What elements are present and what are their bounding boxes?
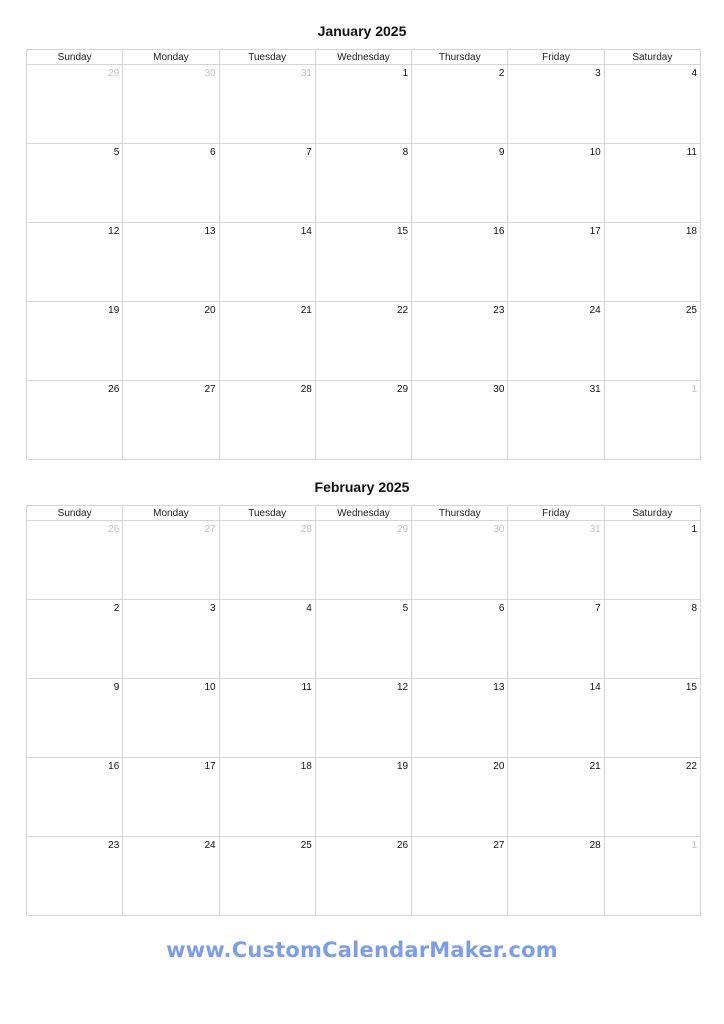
day-cell[interactable] (412, 223, 508, 302)
day-cell-other-month[interactable] (123, 521, 219, 600)
day-cell-other-month[interactable] (27, 65, 123, 144)
weekday-header: Tuesday (219, 506, 315, 521)
day-number: 27 (204, 384, 216, 395)
day-cell[interactable] (219, 600, 315, 679)
weekday-header: Wednesday (315, 50, 411, 65)
day-number: 1 (691, 384, 697, 395)
day-number: 26 (108, 524, 120, 535)
day-number: 24 (589, 305, 601, 316)
day-number: 3 (595, 68, 601, 79)
day-cell[interactable] (604, 679, 700, 758)
day-cell[interactable] (508, 600, 604, 679)
day-cell[interactable] (508, 302, 604, 381)
day-cell-other-month[interactable] (508, 521, 604, 600)
weekday-header: Thursday (412, 506, 508, 521)
day-cell[interactable] (604, 144, 700, 223)
week-row (27, 381, 701, 460)
day-number: 5 (402, 603, 409, 614)
weekday-header: Sunday (27, 50, 123, 65)
day-cell-other-month[interactable] (604, 837, 700, 916)
day-cell[interactable] (412, 679, 508, 758)
day-cell[interactable] (604, 223, 700, 302)
day-cell[interactable] (315, 758, 411, 837)
day-number: 12 (108, 226, 120, 237)
day-cell-other-month[interactable] (219, 65, 315, 144)
day-cell[interactable] (604, 65, 700, 144)
day-cell[interactable] (315, 600, 411, 679)
day-number: 10 (204, 682, 216, 693)
week-row (27, 302, 701, 381)
day-number: 23 (108, 840, 120, 851)
day-cell[interactable] (27, 381, 123, 460)
week-row (27, 600, 701, 679)
day-cell[interactable] (123, 758, 219, 837)
day-cell[interactable] (123, 223, 219, 302)
day-number: 4 (691, 68, 697, 79)
day-number: 30 (204, 68, 216, 79)
day-cell[interactable] (315, 837, 411, 916)
day-number: 20 (204, 305, 216, 316)
day-number: 31 (589, 524, 601, 535)
day-cell[interactable] (315, 679, 411, 758)
weekday-header: Monday (123, 506, 219, 521)
day-number: 29 (397, 524, 409, 535)
day-number: 16 (108, 761, 120, 772)
day-cell-other-month[interactable] (315, 521, 411, 600)
day-number: 16 (493, 226, 505, 237)
day-number: 7 (595, 603, 601, 614)
day-cell[interactable] (604, 521, 700, 600)
day-number: 13 (493, 682, 505, 693)
week-row (27, 679, 701, 758)
day-cell[interactable] (412, 837, 508, 916)
day-number: 5 (113, 147, 120, 158)
week-row (27, 144, 701, 223)
day-cell[interactable] (412, 302, 508, 381)
day-number: 27 (493, 840, 505, 851)
day-number: 8 (691, 603, 697, 614)
day-cell[interactable] (604, 600, 700, 679)
day-cell[interactable] (508, 223, 604, 302)
day-cell[interactable] (412, 65, 508, 144)
day-cell[interactable] (27, 144, 123, 223)
day-cell[interactable] (123, 302, 219, 381)
day-number: 21 (300, 305, 312, 316)
day-cell[interactable] (219, 381, 315, 460)
day-number: 1 (691, 840, 697, 851)
day-number: 14 (589, 682, 601, 693)
calendar-grid-february (26, 505, 701, 916)
day-cell[interactable] (27, 223, 123, 302)
day-cell[interactable] (508, 758, 604, 837)
day-number: 28 (300, 524, 312, 535)
day-number: 22 (397, 305, 409, 316)
day-number: 9 (498, 147, 505, 158)
week-row (27, 758, 701, 837)
website-footer-logo[interactable]: www.CustomCalendarMaker.com (166, 938, 558, 962)
day-cell[interactable] (315, 144, 411, 223)
day-number: 4 (306, 603, 312, 614)
day-cell[interactable] (123, 600, 219, 679)
day-number: 11 (686, 147, 697, 158)
day-number: 15 (397, 226, 409, 237)
day-number: 30 (493, 384, 505, 395)
day-cell[interactable] (315, 223, 411, 302)
day-number: 6 (498, 603, 505, 614)
day-number: 12 (397, 682, 409, 693)
day-cell[interactable] (604, 302, 700, 381)
day-number: 6 (210, 147, 216, 158)
day-number: 29 (397, 384, 409, 395)
day-number: 29 (108, 68, 120, 79)
day-cell[interactable] (315, 381, 411, 460)
day-number: 10 (589, 147, 601, 158)
day-number: 15 (685, 682, 697, 693)
day-number: 21 (589, 761, 601, 772)
day-number: 31 (300, 68, 312, 79)
weekday-header: Thursday (412, 50, 508, 65)
day-number: 2 (113, 603, 120, 614)
day-number: 28 (300, 384, 312, 395)
day-cell[interactable] (412, 758, 508, 837)
day-number: 30 (493, 524, 505, 535)
day-number: 19 (108, 305, 120, 316)
weekday-header: Sunday (27, 506, 123, 521)
day-number: 2 (498, 68, 505, 79)
day-number: 23 (493, 305, 505, 316)
day-number: 7 (306, 147, 312, 158)
day-cell[interactable] (219, 758, 315, 837)
day-number: 9 (113, 682, 120, 693)
week-row (27, 837, 701, 916)
day-number: 20 (493, 761, 505, 772)
day-number: 26 (108, 384, 120, 395)
weekday-header: Saturday (604, 506, 700, 521)
day-number: 14 (300, 226, 312, 237)
month-title-february: February 2025 (314, 479, 410, 495)
day-cell[interactable] (508, 381, 604, 460)
weekday-header-row (27, 50, 701, 65)
day-number: 17 (589, 226, 601, 237)
weekday-header: Tuesday (219, 50, 315, 65)
day-cell[interactable] (412, 144, 508, 223)
calendar-body (27, 521, 701, 916)
day-number: 13 (204, 226, 216, 237)
day-cell[interactable] (27, 600, 123, 679)
day-cell[interactable] (412, 381, 508, 460)
day-cell[interactable] (508, 65, 604, 144)
day-cell[interactable] (123, 381, 219, 460)
weekday-header-row (27, 506, 701, 521)
weekday-header: Wednesday (315, 506, 411, 521)
day-cell[interactable] (219, 837, 315, 916)
weekday-header: Friday (508, 50, 604, 65)
day-number: 18 (300, 761, 312, 772)
day-cell-other-month[interactable] (412, 521, 508, 600)
day-number: 31 (589, 384, 601, 395)
calendar-grid-january (26, 49, 701, 460)
week-row (27, 65, 701, 144)
day-cell[interactable] (508, 679, 604, 758)
day-cell[interactable] (315, 65, 411, 144)
day-number: 26 (397, 840, 409, 851)
day-cell[interactable] (412, 600, 508, 679)
day-cell[interactable] (219, 679, 315, 758)
weekday-header: Monday (123, 50, 219, 65)
day-number: 1 (402, 68, 409, 79)
day-cell[interactable] (27, 837, 123, 916)
day-number: 17 (204, 761, 216, 772)
day-cell[interactable] (27, 758, 123, 837)
day-cell[interactable] (123, 679, 219, 758)
day-cell-other-month[interactable] (27, 521, 123, 600)
weekday-header: Friday (508, 506, 604, 521)
day-number: 28 (589, 840, 601, 851)
day-cell[interactable] (219, 302, 315, 381)
weekday-header: Saturday (604, 50, 700, 65)
day-cell[interactable] (27, 679, 123, 758)
day-cell[interactable] (123, 837, 219, 916)
day-cell-other-month[interactable] (604, 381, 700, 460)
day-number: 25 (685, 305, 697, 316)
day-number: 19 (397, 761, 409, 772)
day-cell[interactable] (508, 144, 604, 223)
day-cell-other-month[interactable] (123, 65, 219, 144)
day-number: 24 (204, 840, 216, 851)
day-cell[interactable] (315, 302, 411, 381)
day-number: 18 (685, 226, 697, 237)
day-number: 11 (301, 682, 312, 693)
day-number: 27 (204, 524, 216, 535)
day-cell[interactable] (219, 223, 315, 302)
week-row (27, 521, 701, 600)
calendar-body (27, 65, 701, 460)
day-number: 8 (402, 147, 409, 158)
day-cell[interactable] (123, 144, 219, 223)
day-number: 22 (685, 761, 697, 772)
day-cell[interactable] (219, 144, 315, 223)
day-cell[interactable] (508, 837, 604, 916)
day-number: 25 (300, 840, 312, 851)
day-cell-other-month[interactable] (219, 521, 315, 600)
week-row (27, 223, 701, 302)
month-title-january: January 2025 (317, 23, 407, 39)
day-cell[interactable] (604, 758, 700, 837)
day-number: 3 (210, 603, 216, 614)
day-cell[interactable] (27, 302, 123, 381)
day-number: 1 (691, 524, 697, 535)
